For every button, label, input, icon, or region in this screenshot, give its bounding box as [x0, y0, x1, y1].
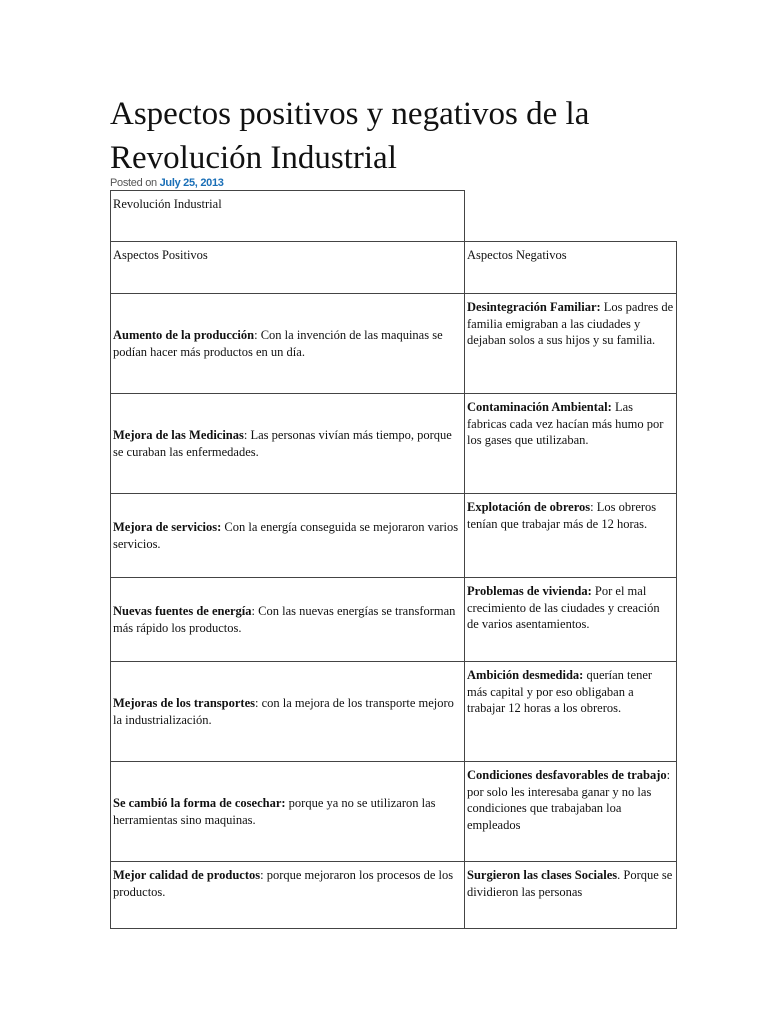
- negative-text: Porque se dividieron las personas: [467, 868, 673, 899]
- positive-text: Con la energía conseguida se mejoraron varios servicios.: [113, 520, 459, 551]
- negative-term: Surgieron las clases Sociales: [467, 868, 618, 882]
- positive-term: Se cambió la forma de cosechar:: [113, 796, 286, 810]
- negative-term: Problemas de vivienda:: [467, 584, 592, 598]
- positive-cell: [111, 862, 465, 929]
- positive-term: Mejor calidad de productos: [113, 868, 261, 882]
- positive-text: porque mejoraron los procesos de los productos.: [113, 868, 454, 899]
- positive-term: Aumento de la producción: [113, 328, 255, 342]
- positive-cell: [111, 578, 465, 662]
- negative-sep: :: [590, 500, 594, 514]
- negative-cell: [465, 762, 677, 862]
- positive-cell: [111, 294, 465, 394]
- negative-text: Los padres de familia emigraban a las ciudades y dejaban solos a sus hijos y su familia.: [467, 300, 674, 347]
- table-caption-cell: [111, 191, 465, 242]
- negative-cell: [465, 662, 677, 762]
- negative-cell: [465, 294, 677, 394]
- header-positive-cell: [111, 242, 465, 294]
- post-meta: [110, 177, 224, 189]
- post-date-link[interactable]: July 25, 2013: [159, 177, 224, 189]
- table-header-row: [111, 242, 677, 294]
- positive-text: Con las nuevas energías se transforman más rápido los productos.: [113, 604, 456, 635]
- negative-sep: .: [617, 868, 621, 882]
- table-row: [111, 494, 677, 578]
- empty-cell: [465, 191, 677, 242]
- table-row: [111, 862, 677, 929]
- page-title: Aspectos positivos y negativos de la Revolución Industrial: [110, 96, 590, 176]
- negative-cell: [465, 394, 677, 494]
- positive-term: Nuevas fuentes de energía: [113, 604, 252, 618]
- header-positive: Aspectos Positivos: [113, 248, 208, 262]
- positive-term: Mejoras de los transportes: [113, 696, 255, 710]
- positive-term: Mejora de servicios:: [113, 520, 222, 534]
- header-negative: Aspectos Negativos: [467, 248, 567, 262]
- positive-cell: [111, 494, 465, 578]
- positive-cell: [111, 662, 465, 762]
- positive-text: con la mejora de los transporte mejoro la industrialización.: [113, 696, 454, 727]
- positive-cell: [111, 394, 465, 494]
- table-caption-row: [111, 191, 677, 242]
- positive-text: Con la invención de las maquinas se podían hacer más productos en un día.: [113, 328, 443, 359]
- positive-sep: :: [260, 868, 264, 882]
- negative-sep: :: [666, 768, 671, 782]
- negative-text: querían tener más capital y por eso obligaban a trabajar 12 horas a los obreros.: [467, 668, 653, 715]
- posted-on-label: Posted on: [110, 177, 157, 189]
- positive-sep: :: [251, 604, 256, 618]
- negative-term: Desintegración Familiar:: [467, 300, 601, 314]
- aspects-table: [110, 190, 677, 929]
- positive-cell: [111, 762, 465, 862]
- positive-sep: :: [243, 428, 248, 442]
- negative-term: Condiciones desfavorables de trabajo: [467, 768, 667, 782]
- negative-text: por solo les interesaba ganar y no las condiciones que trabajaban loa empleados: [467, 784, 652, 832]
- positive-text: Las personas vivían más tiempo, porque se curaban las enfermedades.: [113, 428, 452, 459]
- negative-text: Los obreros tenían que trabajar más de 12 horas.: [467, 500, 657, 531]
- negative-cell: [465, 862, 677, 929]
- negative-term: Explotación de obreros: [467, 500, 591, 514]
- negative-cell: [465, 578, 677, 662]
- header-negative-cell: [465, 242, 677, 294]
- table-row: [111, 662, 677, 762]
- positive-sep: :: [254, 328, 258, 342]
- table-row: [111, 294, 677, 394]
- negative-term: Contaminación Ambiental:: [467, 400, 612, 414]
- positive-term: Mejora de las Medicinas: [113, 428, 244, 442]
- negative-text: Por el mal crecimiento de las ciudades y creación de varios asentamientos.: [467, 584, 660, 631]
- table-caption: Revolución Industrial: [113, 197, 222, 211]
- table-row: [111, 394, 677, 494]
- positive-text: porque ya no se utilizaron las herramientas sino maquinas.: [113, 796, 436, 827]
- negative-text: Las fabricas cada vez hacían más humo por los gases que utilizaban.: [467, 400, 664, 447]
- table-row: [111, 578, 677, 662]
- table-row: [111, 762, 677, 862]
- negative-cell: [465, 494, 677, 578]
- positive-sep: :: [255, 696, 259, 710]
- negative-term: Ambición desmedida:: [467, 668, 584, 682]
